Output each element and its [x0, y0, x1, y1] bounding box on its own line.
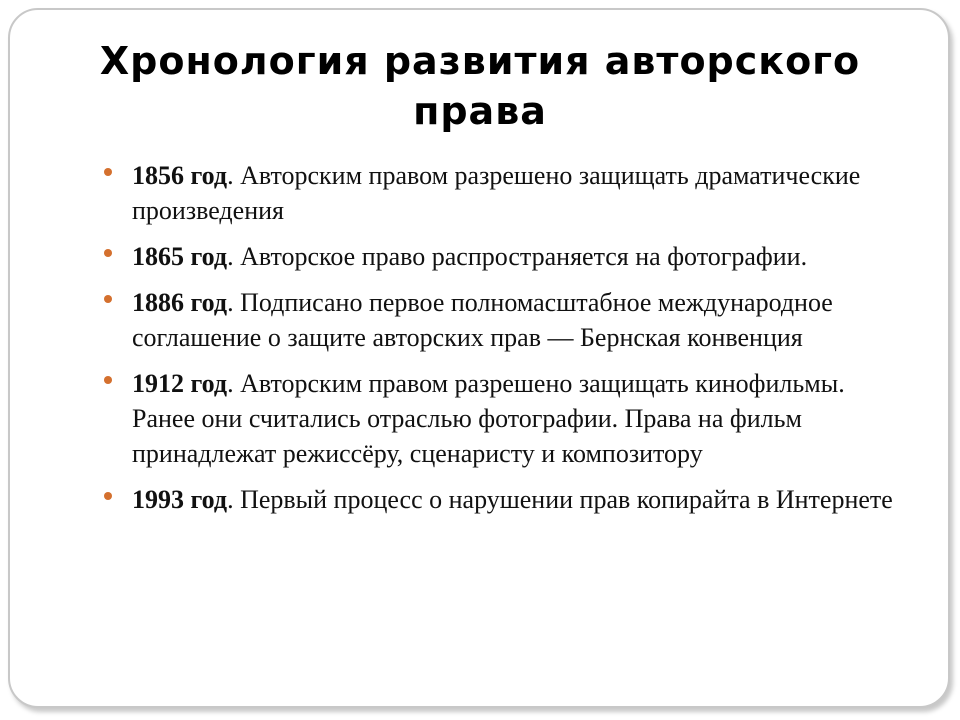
item-year: 1912 год: [132, 369, 228, 398]
list-item: [104, 366, 894, 471]
timeline-list: [104, 158, 894, 528]
item-year: 1886 год: [132, 288, 228, 317]
list-item: [104, 158, 894, 228]
bullet-icon: [104, 492, 112, 500]
list-item: [104, 239, 894, 274]
item-text: . Авторским правом разрешено защищать кинофильмы. Ранее они считались отраслью фотографии. Права на фильм принадлежат режиссёру, сценаристу и композитору: [132, 369, 845, 468]
list-item: [104, 285, 894, 355]
bullet-icon: [104, 168, 112, 176]
item-text: . Авторское право распространяется на фотографии.: [227, 242, 808, 271]
bullet-icon: [104, 249, 112, 257]
item-year: 1993 год: [132, 485, 228, 514]
slide-title: [40, 36, 920, 136]
item-text: . Первый процесс о нарушении прав копирайта в Интернете: [227, 485, 893, 514]
bullet-icon: [104, 295, 112, 303]
list-item: [104, 482, 894, 517]
item-year: 1856 год: [132, 161, 228, 190]
item-text: . Подписано первое полномасштабное международное соглашение о защите авторских прав — Бернская конвенция: [132, 288, 833, 352]
slide-title-line-1: Хронология развития авторского: [99, 39, 861, 83]
bullet-icon: [104, 376, 112, 384]
slide-title-line-2: права: [413, 89, 547, 133]
item-year: 1865 год: [132, 242, 228, 271]
item-text: . Авторским правом разрешено защищать драматические произведения: [132, 161, 861, 225]
